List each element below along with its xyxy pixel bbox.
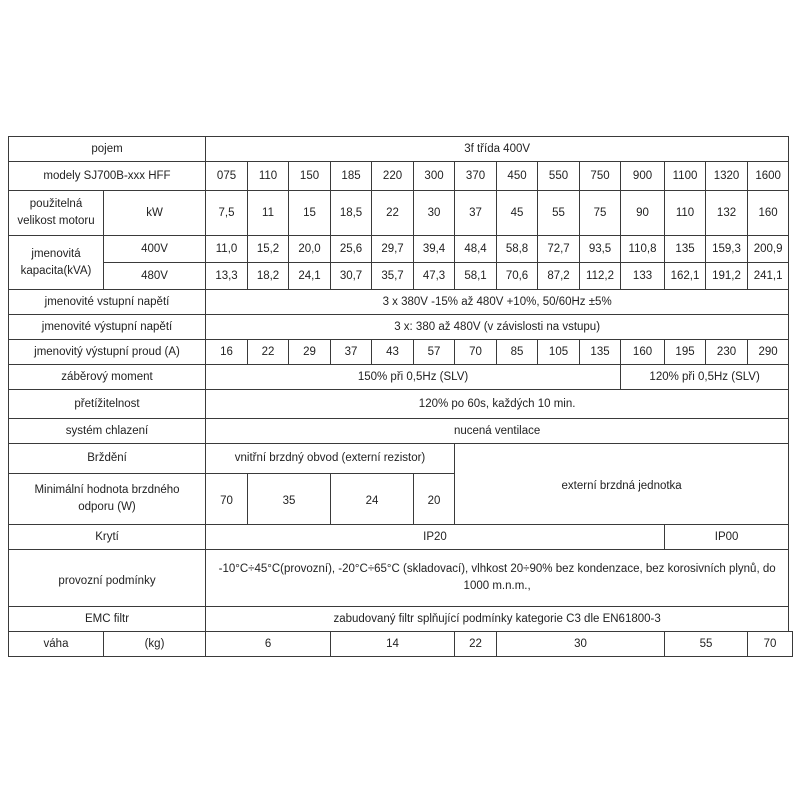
model-cell: 1100 (665, 162, 706, 191)
cell-braking-internal: vnitřní brzdný obvod (externí rezistor) (206, 444, 455, 474)
capacity-400-cell: 58,8 (497, 236, 538, 263)
model-cell: 900 (621, 162, 665, 191)
cell-input-voltage-value: 3 x 380V -15% až 480V +10%, 50/60Hz ±5% (206, 290, 789, 315)
row-motor (9, 191, 793, 236)
cell-output-voltage-label: jmenovité výstupní napětí (9, 315, 206, 340)
cell-emc-value: zabudovaný filtr splňující podmínky kategorie C3 dle EN61800-3 (206, 607, 789, 632)
operating-line1: -10°C÷45°C(provozní), -20°C÷65°C (skladovací), vlhkost 20÷90% bez kondenzace, bez korosivních plynů, do (218, 563, 776, 575)
model-cell: 220 (372, 162, 414, 191)
capacity-400-cell: 29,7 (372, 236, 414, 263)
cell-capacity-400-unit: 400V (104, 236, 206, 263)
cell-enclosure-a: IP20 (206, 525, 665, 550)
capacity-480-cell: 70,6 (497, 263, 538, 290)
row-output-voltage (9, 315, 793, 340)
cell-pojem-label: pojem (9, 137, 206, 162)
model-cell: 075 (206, 162, 248, 191)
motor-cell: 15 (289, 191, 331, 236)
capacity-480-cell: 87,2 (538, 263, 580, 290)
capacity-400-cell: 200,9 (748, 236, 789, 263)
current-cell: 43 (372, 340, 414, 365)
capacity-400-cell: 25,6 (331, 236, 372, 263)
capacity-480-cell: 30,7 (331, 263, 372, 290)
row-capacity-480 (9, 263, 793, 290)
capacity-400-cell: 48,4 (455, 236, 497, 263)
motor-cell: 22 (372, 191, 414, 236)
current-cell: 105 (538, 340, 580, 365)
cell-capacity-label (9, 236, 104, 290)
capacity-400-cell: 39,4 (414, 236, 455, 263)
weight-cell: 6 (206, 632, 331, 657)
motor-cell: 75 (580, 191, 621, 236)
weight-cell: 55 (665, 632, 748, 657)
cell-motor-unit: kW (104, 191, 206, 236)
capacity-400-cell: 72,7 (538, 236, 580, 263)
model-cell: 370 (455, 162, 497, 191)
row-header (9, 137, 793, 162)
current-cell: 195 (665, 340, 706, 365)
current-cell: 57 (414, 340, 455, 365)
motor-cell: 132 (706, 191, 748, 236)
capacity-480-cell: 241,1 (748, 263, 789, 290)
motor-label-line1: použitelná (29, 198, 83, 210)
row-torque (9, 365, 793, 390)
cell-output-voltage-value: 3 x: 380 až 480V (v závislosti na vstupu) (206, 315, 789, 340)
cell-braking-external: externí brzdná jednotka (455, 444, 789, 525)
row-enclosure (9, 525, 793, 550)
cell-motor-label (9, 191, 104, 236)
capacity-400-cell: 93,5 (580, 236, 621, 263)
operating-line2: 1000 m.n.m., (463, 580, 531, 592)
motor-cell: 160 (748, 191, 789, 236)
row-braking (9, 444, 793, 474)
current-cell: 160 (621, 340, 665, 365)
capacity-400-cell: 15,2 (248, 236, 289, 263)
weight-cell: 30 (497, 632, 665, 657)
min-resistance-label-line2: odporu (W) (78, 501, 136, 513)
current-cell: 22 (248, 340, 289, 365)
cell-min-resistance-label (9, 474, 206, 525)
motor-cell: 37 (455, 191, 497, 236)
row-models (9, 162, 793, 191)
current-cell: 70 (455, 340, 497, 365)
motor-cell: 11 (248, 191, 289, 236)
row-output-current (9, 340, 793, 365)
row-capacity-400 (9, 236, 793, 263)
cell-pojem-value: 3f třída 400V (206, 137, 789, 162)
cell-overload-label: přetížitelnost (9, 390, 206, 419)
row-input-voltage (9, 290, 793, 315)
resistance-cell: 35 (248, 474, 331, 525)
row-weight (9, 632, 793, 657)
motor-cell: 90 (621, 191, 665, 236)
capacity-480-cell: 112,2 (580, 263, 621, 290)
cell-cooling-value: nucená ventilace (206, 419, 789, 444)
cell-torque-a: 150% při 0,5Hz (SLV) (206, 365, 621, 390)
capacity-480-cell: 133 (621, 263, 665, 290)
weight-cell: 22 (455, 632, 497, 657)
cell-torque-b: 120% při 0,5Hz (SLV) (621, 365, 789, 390)
cell-weight-label: váha (9, 632, 104, 657)
cell-capacity-480-unit: 480V (104, 263, 206, 290)
motor-cell: 110 (665, 191, 706, 236)
resistance-cell: 24 (331, 474, 414, 525)
capacity-400-cell: 110,8 (621, 236, 665, 263)
capacity-label-line2: kapacita(kVA) (20, 264, 92, 277)
model-cell: 185 (331, 162, 372, 191)
cell-weight-unit: (kg) (104, 632, 206, 657)
motor-cell: 55 (538, 191, 580, 236)
capacity-480-cell: 35,7 (372, 263, 414, 290)
capacity-480-cell: 13,3 (206, 263, 248, 290)
capacity-400-cell: 11,0 (206, 236, 248, 263)
resistance-cell: 70 (206, 474, 248, 525)
capacity-480-cell: 18,2 (248, 263, 289, 290)
current-cell: 29 (289, 340, 331, 365)
current-cell: 16 (206, 340, 248, 365)
cell-overload-value: 120% po 60s, každých 10 min. (206, 390, 789, 419)
capacity-label-line1: jmenovitá (31, 247, 81, 260)
cell-input-voltage-label: jmenovité vstupní napětí (9, 290, 206, 315)
row-emc (9, 607, 793, 632)
model-cell: 750 (580, 162, 621, 191)
cell-enclosure-label: Krytí (9, 525, 206, 550)
capacity-400-cell: 159,3 (706, 236, 748, 263)
model-cell: 150 (289, 162, 331, 191)
weight-cell: 70 (748, 632, 793, 657)
row-overload (9, 390, 793, 419)
capacity-480-cell: 47,3 (414, 263, 455, 290)
cell-enclosure-b: IP00 (665, 525, 789, 550)
min-resistance-label-line1: Minimální hodnota brzdného (34, 484, 180, 496)
model-cell: 1600 (748, 162, 789, 191)
capacity-400-cell: 135 (665, 236, 706, 263)
motor-cell: 30 (414, 191, 455, 236)
current-cell: 85 (497, 340, 538, 365)
cell-cooling-label: systém chlazení (9, 419, 206, 444)
capacity-400-cell: 20,0 (289, 236, 331, 263)
capacity-480-cell: 191,2 (706, 263, 748, 290)
cell-braking-label: Brždění (9, 444, 206, 474)
model-cell: 110 (248, 162, 289, 191)
current-cell: 37 (331, 340, 372, 365)
current-cell: 290 (748, 340, 789, 365)
capacity-480-cell: 24,1 (289, 263, 331, 290)
current-cell: 230 (706, 340, 748, 365)
model-cell: 300 (414, 162, 455, 191)
row-cooling (9, 419, 793, 444)
capacity-480-cell: 58,1 (455, 263, 497, 290)
cell-torque-label: záběrový moment (9, 365, 206, 390)
motor-cell: 7,5 (206, 191, 248, 236)
cell-output-current-label: jmenovitý výstupní proud (A) (9, 340, 206, 365)
weight-cell: 14 (331, 632, 455, 657)
cell-emc-label: EMC filtr (9, 607, 206, 632)
cell-operating-value (206, 550, 789, 607)
resistance-cell: 20 (414, 474, 455, 525)
spec-table (8, 136, 793, 657)
cell-models-label: modely SJ700B-xxx HFF (9, 162, 206, 191)
cell-operating-label: provozní podmínky (9, 550, 206, 607)
motor-label-line2: velikost motoru (17, 215, 95, 227)
model-cell: 1320 (706, 162, 748, 191)
model-cell: 450 (497, 162, 538, 191)
motor-cell: 18,5 (331, 191, 372, 236)
model-cell: 550 (538, 162, 580, 191)
capacity-480-cell: 162,1 (665, 263, 706, 290)
motor-cell: 45 (497, 191, 538, 236)
row-operating (9, 550, 793, 607)
current-cell: 135 (580, 340, 621, 365)
